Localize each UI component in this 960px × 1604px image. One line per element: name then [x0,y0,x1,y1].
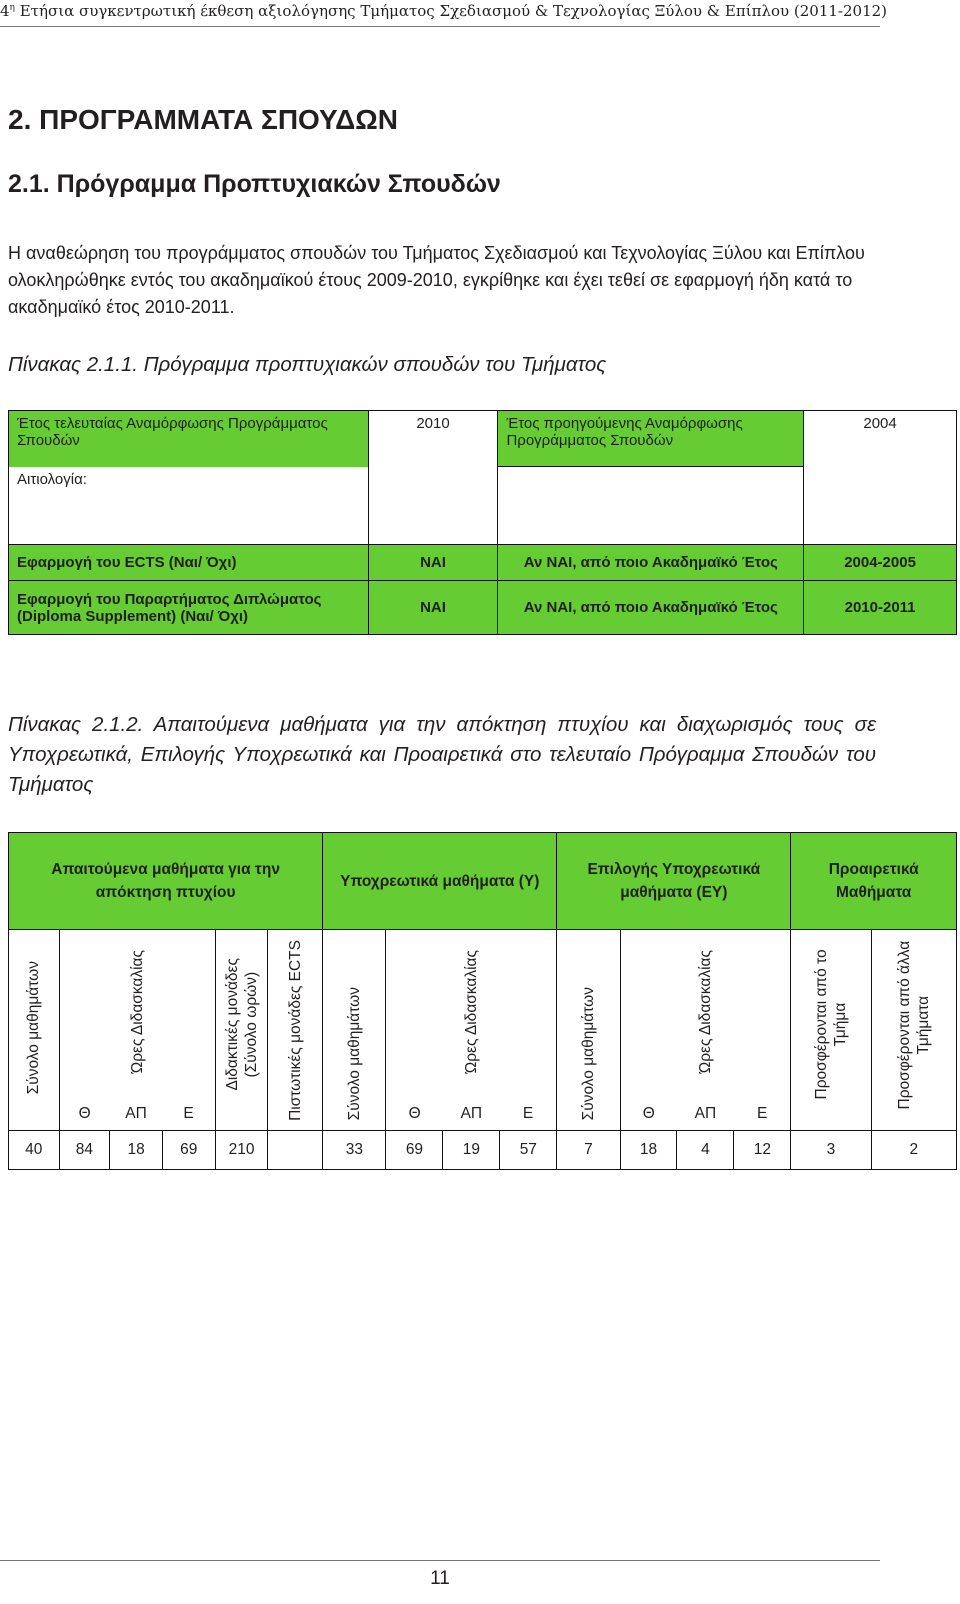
value-cell: 69 [162,1130,215,1169]
value-cell: 57 [500,1130,557,1169]
ects-year: 2004-2005 [804,545,957,581]
sub-theory-ey: Θ [620,1098,677,1130]
diploma-supplement-label: Εφαρμογή του Παραρτήματος Διπλώματος (Diploma Supplement) (Ναι/ Όχι) [9,581,369,635]
ects-question: Αν ΝΑΙ, από ποιο Ακαδημαϊκό Έτος [498,545,804,581]
sub-lab-y: ΑΠ [460,1104,483,1122]
col-teaching-hours-y: Ώρες Διδασκαλίας [462,949,480,1074]
col-teaching-hours: Ώρες Διδασκαλίας [128,949,146,1074]
value-cell: 33 [323,1130,386,1169]
group-compulsory: Υποχρεωτικά μαθήματα (Υ) [323,833,557,930]
required-courses-table [8,832,957,1170]
diploma-supplement-year: 2010-2011 [804,581,957,635]
diploma-supplement-value: ΝΑΙ [368,581,498,635]
section-title: 2. ΠΡΟΓΡΑΜΜΑΤΑ ΣΠΟΥΔΩΝ [8,104,398,135]
sub-e: Ε [162,1098,215,1130]
sub-e-y: Ε [500,1098,557,1130]
col-offered-by-other: Προσφέρονται από άλλα Τμήματα [895,940,932,1110]
footer-rule [0,1560,880,1561]
value-cell: 40 [9,1130,60,1169]
col-teaching-units: Διδακτικές μονάδες (Σύνολο ωρών) [223,958,260,1091]
sub-theory: Θ [59,1098,110,1130]
table-row [9,581,957,635]
group-elective-compulsory: Επιλογής Υποχρεωτικά μαθήματα (ΕΥ) [557,833,791,930]
page-number: 11 [430,1568,450,1589]
value-cell: 3 [791,1130,871,1169]
col-total-courses: Σύνολο μαθημάτων [25,960,43,1094]
subsection-title: 2.1. Πρόγραμμα Προπτυχιακών Σπουδών [8,170,501,198]
header-ordinal-sup: η [9,3,15,13]
value-cell: 2 [871,1130,957,1169]
group-required: Απαιτούμενα μαθήματα για την απόκτηση πτυχίου [9,833,323,930]
diploma-supplement-question: Αν ΝΑΙ, από ποιο Ακαδημαϊκό Έτος [498,581,804,635]
col-ects: Πιστωτικές μονάδες ECTS [286,939,304,1121]
value-cell: 18 [620,1130,677,1169]
value-cell: 210 [215,1130,268,1169]
table-row [9,545,957,581]
table2-caption: Πίνακας 2.1.2. Απαιτούμενα μαθήματα για την απόκτηση πτυχίου και διαχωρισμός τους σε Υποχρεωτικά, Επιλογής Υποχρεωτικά και Προαιρετικά στο τελευταίο Πρόγραμμα Σπουδών του Τμήματος [8,713,876,796]
col-total-courses-y: Σύνολο μαθημάτων [345,987,363,1121]
header-ordinal: 4 [0,2,10,20]
value-cell: 69 [386,1130,443,1169]
justification-label: Αιτιολογία: [9,467,369,545]
table-row [9,1130,957,1169]
last-reform-value: 2010 [368,411,498,545]
header-text [0,2,888,20]
table1-caption: Πίνακας 2.1.1. Πρόγραμμα προπτυχιακών σπουδών του Τμήματος [8,353,607,376]
value-cell: 19 [443,1130,500,1169]
col-teaching-hours-ey: Ώρες Διδασκαλίας [696,949,714,1074]
value-cell: 18 [110,1130,163,1169]
value-cell [268,1130,323,1169]
value-cell: 4 [677,1130,734,1169]
intro-paragraph: Η αναθεώρηση του προγράμματος σπουδών του Τμήματος Σχεδιασμού και Τεχνολογίας Ξύλου και Επίπλου ολοκληρώθηκε εντός του ακαδημαϊκού έτους 2009-2010, εγκρίθηκε και έχει τεθεί σε εφαρμογή ήδη κατά το ακαδημαϊκό έτος 2010-2011. [8,243,865,317]
prev-reform-label: Έτος προηγούμενης Αναμόρφωσης Προγράμματος Σπουδών [498,411,804,467]
sub-lab-ey: ΑΠ [694,1104,717,1122]
curriculum-reform-table [8,410,957,635]
sub-lab: ΑΠ [125,1104,147,1122]
ects-value: ΝΑΙ [368,545,498,581]
group-optional: Προαιρετικά Μαθήματα [791,833,957,930]
value-cell: 12 [734,1130,791,1169]
last-reform-label: Έτος τελευταίας Αναμόρφωσης Προγράμματος Σπουδών [9,411,369,467]
value-cell: 84 [59,1130,110,1169]
value-cell: 7 [557,1130,620,1169]
prev-reform-value: 2004 [804,411,957,545]
ects-label: Εφαρμογή του ECTS (Ναι/ Όχι) [9,545,369,581]
col-offered-by-dept: Προσφέρονται από το Τμήμα [812,949,849,1100]
sub-e-ey: Ε [734,1098,791,1130]
page-header [0,0,888,27]
header-title: Ετήσια συγκεντρωτική έκθεση αξιολόγησης Τμήματος Σχεδιασμού & Τεχνολογίας Ξύλου & Επίπλου (2011-2012) [14,2,888,20]
col-total-courses-ey: Σύνολο μαθημάτων [579,987,597,1121]
sub-theory-y: Θ [386,1098,443,1130]
